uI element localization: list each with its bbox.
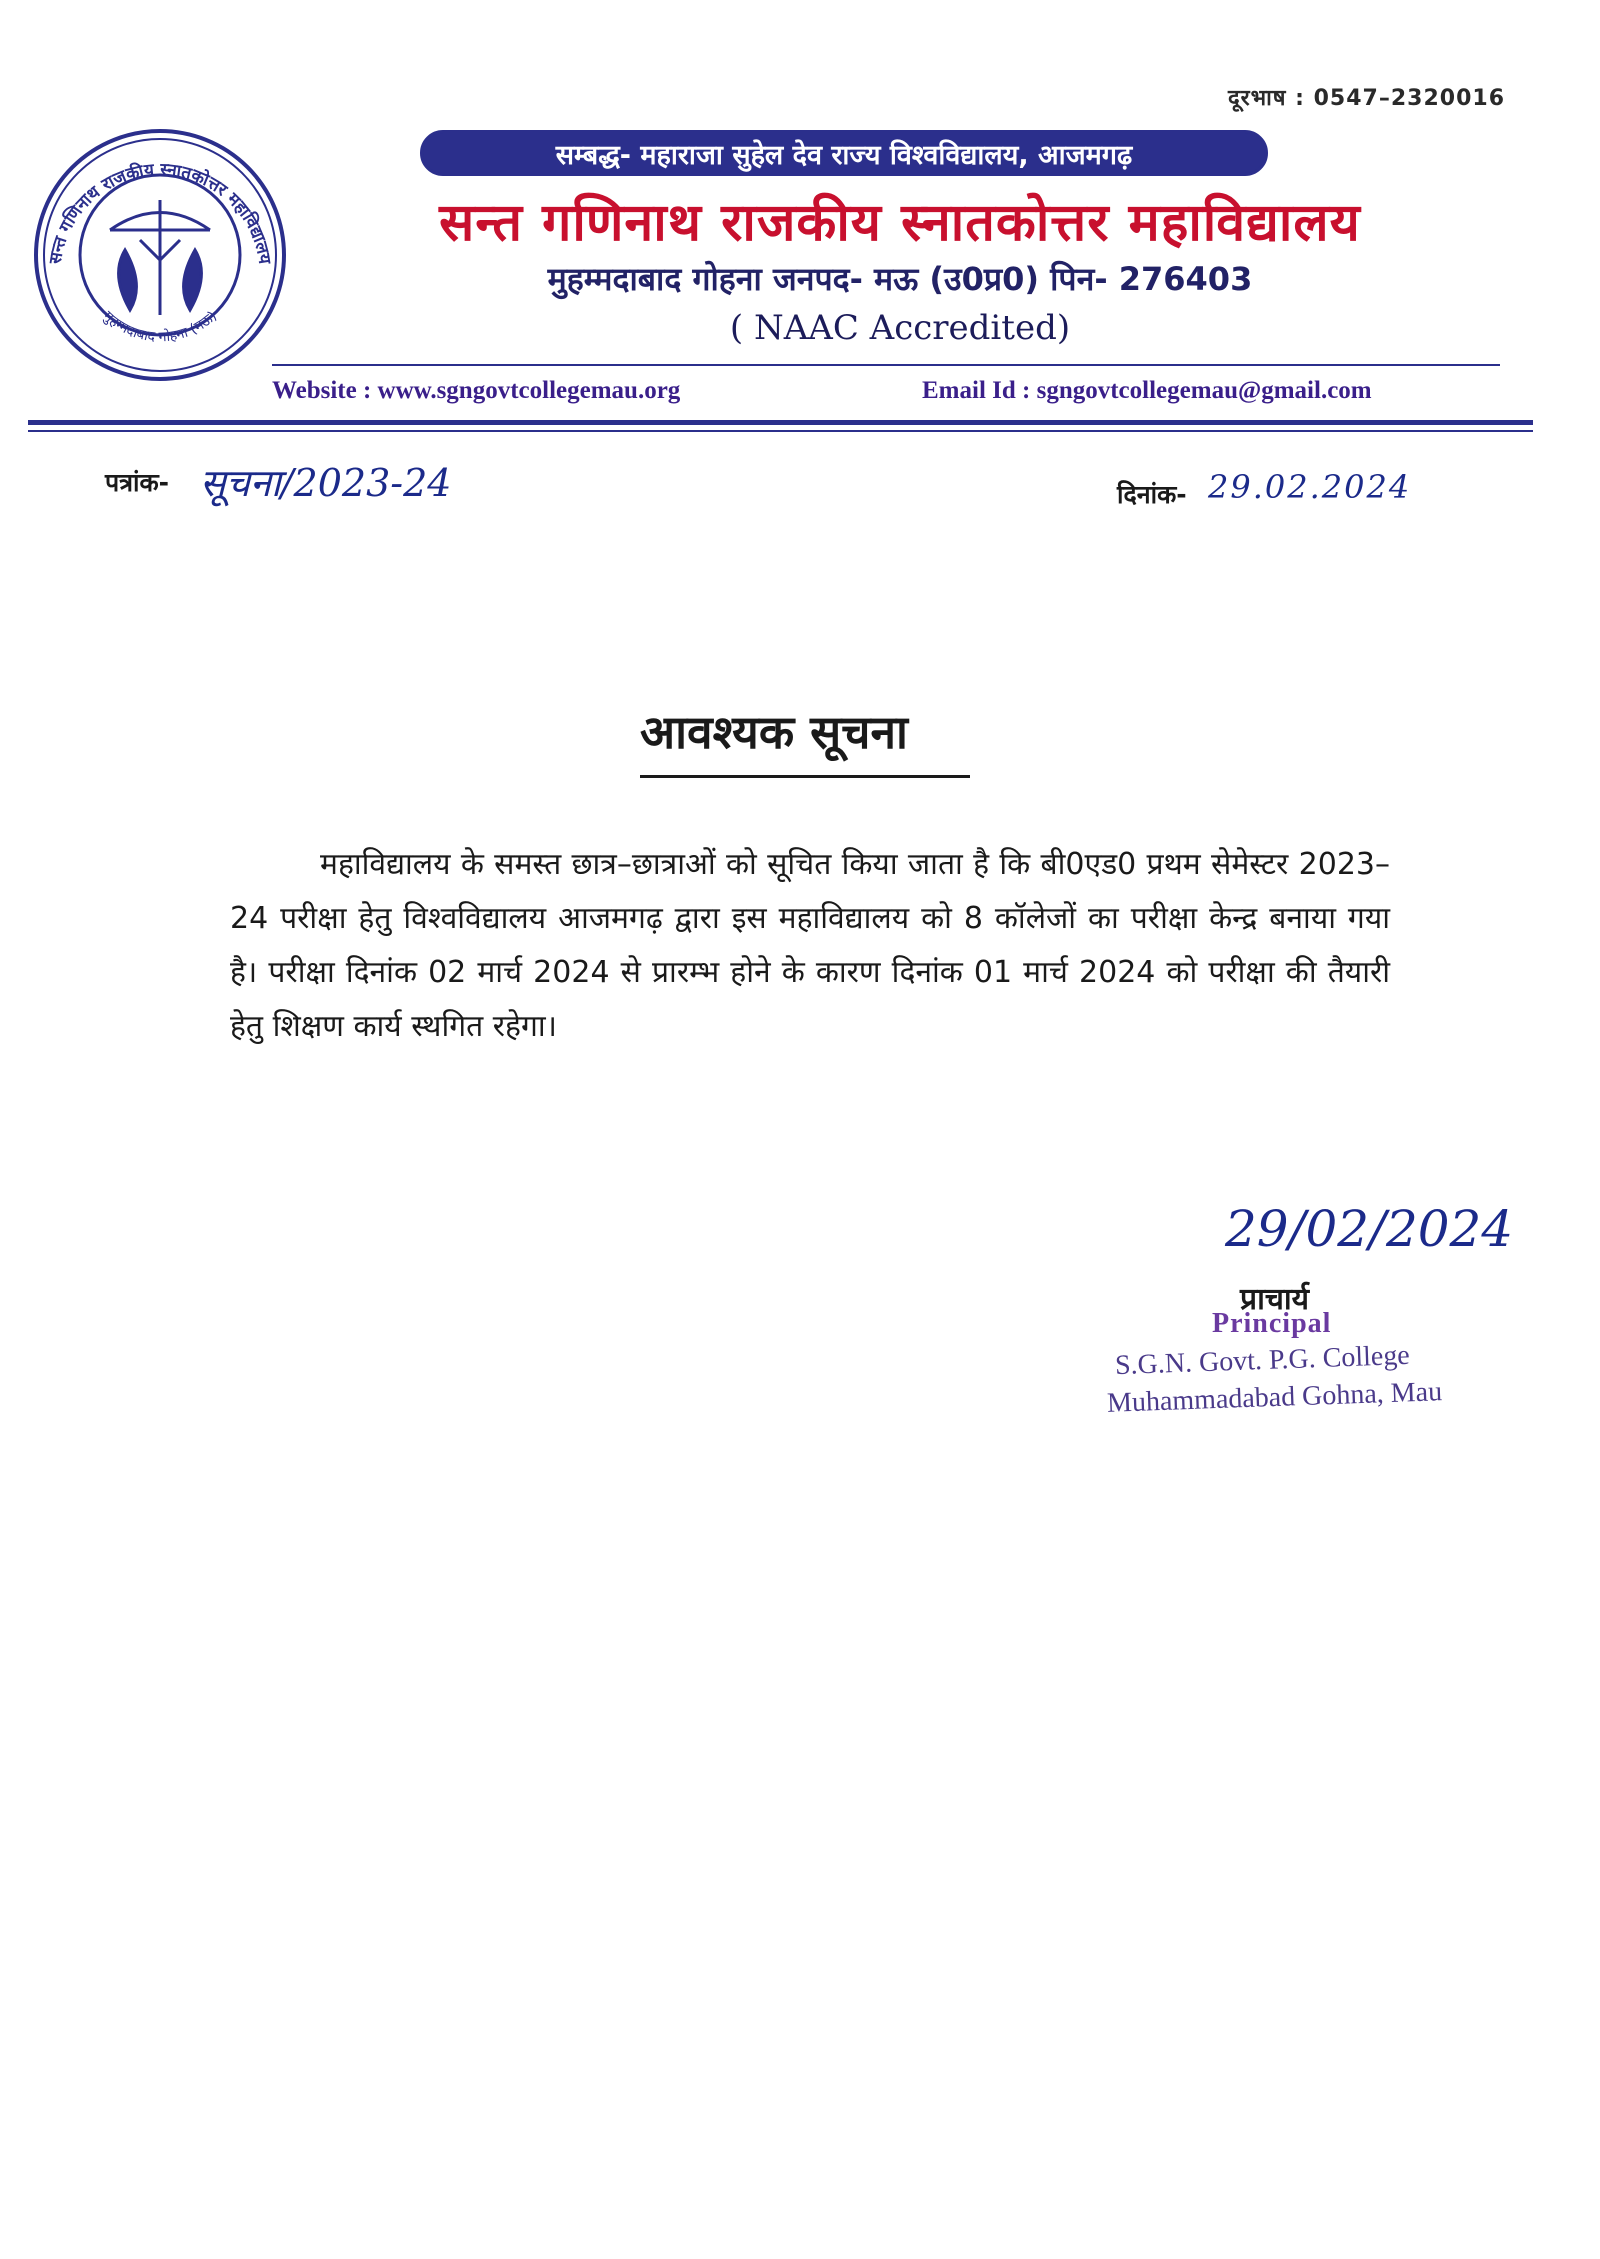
notice-body: महाविद्यालय के समस्त छात्र–छात्राओं को सूचित किया जाता है कि बी0एड0 प्रथम सेमेस्टर 2023–24 परीक्षा हेतु विश्वविद्यालय आजमगढ़ द्वारा इस महाविद्यालय को 8 कॉलेजों का परीक्षा केन्द्र बनाया गया है। परीक्षा दिनांक 02 मार्च 2024 से प्रारम्भ होने के कारण दिनांक 01 मार्च 2024 को परीक्षा की तैयारी हेतु शिक्षण कार्य स्थगित रहेगा।	[230, 847, 1390, 1044]
header-divider-upper	[272, 364, 1500, 366]
college-seal-logo	[30, 125, 290, 385]
website-link[interactable]: Website : www.sgngovtcollegemau.org	[272, 377, 681, 404]
header-rule-thick	[28, 420, 1533, 425]
seal-outer-text: सन्त गणिनाथ राजकीय स्नातकोत्तर महाविद्यालय	[45, 159, 275, 266]
signatory-role-hindi: प्राचार्य	[1240, 1282, 1310, 1317]
header-rule-thin	[28, 430, 1533, 432]
email-link[interactable]: Email Id : sgngovtcollegemau@gmail.com	[922, 377, 1372, 404]
stamp-title: Principal	[1212, 1308, 1332, 1339]
seal-inner-text: मुहम्मदाबाद गोहना (मऊ)	[99, 308, 221, 346]
college-address: मुहम्मदाबाद गोहना जनपद- मऊ (उ0प्र0) पिन- 276403	[547, 260, 1253, 298]
stamp-location-line: Muhammadabad Gohna, Mau	[1106, 1376, 1443, 1419]
phone-number: दूरभाष : 0547–2320016	[1227, 86, 1505, 111]
affiliation-banner: सम्बद्ध- महाराजा सुहेल देव राज्य विश्वविद्यालय, आजमगढ़	[420, 130, 1268, 176]
date-value: 29.02.2024	[1208, 468, 1412, 506]
reference-label: पत्रांक-	[105, 468, 170, 497]
title-underline	[640, 775, 970, 778]
date-label: दिनांक-	[1117, 480, 1187, 509]
college-name: सन्त गणिनाथ राजकीय स्नातकोत्तर महाविद्यालय	[439, 193, 1361, 253]
naac-accreditation: ( NAAC Accredited)	[729, 308, 1071, 348]
reference-number: सूचना/2023-24	[200, 461, 452, 505]
stamp-college-line: S.G.N. Govt. P.G. College	[1114, 1339, 1411, 1382]
up-emblem-fish-bow-icon	[110, 200, 210, 315]
notice-title: आवश्यक सूचना	[640, 705, 908, 759]
handwritten-signature-date: 29/02/2024	[1225, 1200, 1514, 1258]
